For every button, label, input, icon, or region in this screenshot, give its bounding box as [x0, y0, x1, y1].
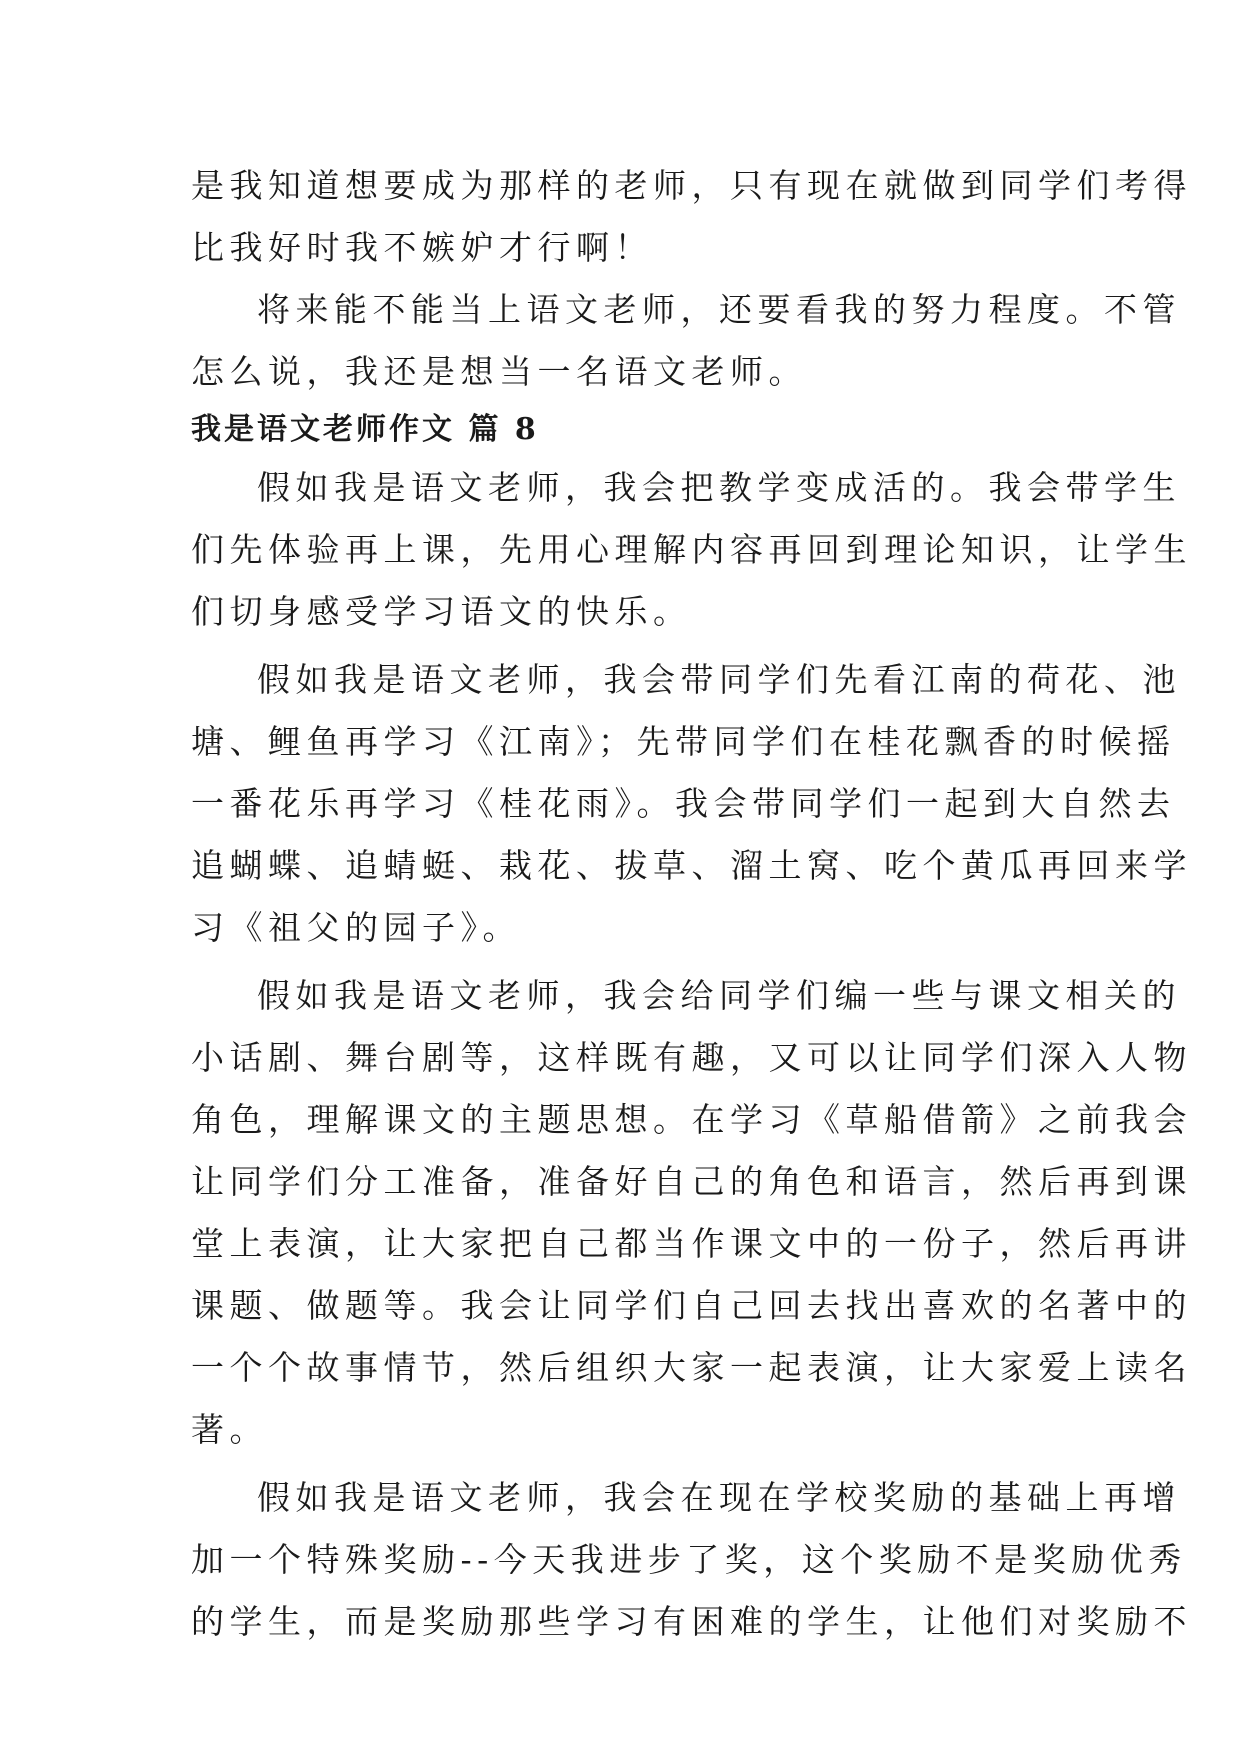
text-line: 堂上表演，让大家把自己都当作课文中的一份子，然后再讲 [191, 1224, 1192, 1263]
text-line: 塘、鲤鱼再学习《江南》；先带同学们在桂花飘香的时候摇 [191, 722, 1176, 761]
text-line: 让同学们分工准备，准备好自己的角色和语言，然后再到课 [191, 1162, 1192, 1201]
text-line: 习《祖父的园子》。 [191, 908, 521, 947]
text-line: 追蝴蝶、追蜻蜓、栽花、拔草、溜土窝、吃个黄瓜再回来学 [191, 846, 1192, 885]
text-line: 比我好时我不嫉妒才行啊！ [191, 228, 653, 267]
paragraph [191, 649, 1192, 959]
text-line: 假如我是语文老师，我会给同学们编一些与课文相关的 [257, 976, 1181, 1015]
text-line: 假如我是语文老师，我会带同学们先看江南的荷花、池 [257, 660, 1181, 699]
paragraph [191, 155, 1192, 279]
text-line: 小话剧、舞台剧等，这样既有趣，又可以让同学们深入人物 [191, 1038, 1192, 1077]
text-line: 一个个故事情节，然后组织大家一起表演，让大家爱上读名 [191, 1348, 1192, 1387]
text-line: 课题、做题等。我会让同学们自己回去找出喜欢的名著中的 [191, 1286, 1192, 1325]
text-line: 一番花乐再学习《桂花雨》。我会带同学们一起到大自然去 [191, 784, 1176, 823]
text-line: 假如我是语文老师，我会在现在学校奖励的基础上再增 [257, 1478, 1181, 1517]
paragraph [191, 457, 1192, 643]
text-line: 假如我是语文老师，我会把教学变成活的。我会带学生 [257, 468, 1181, 507]
text-line: 著。 [191, 1410, 268, 1449]
text-line: 是我知道想要成为那样的老师，只有现在就做到同学们考得 [191, 166, 1192, 205]
text-line: 将来能不能当上语文老师，还要看我的努力程度。不管 [257, 290, 1181, 329]
text-line: 们先体验再上课，先用心理解内容再回到理论知识，让学生 [191, 530, 1192, 569]
paragraph [191, 965, 1192, 1461]
section-heading: 我是语文老师作文 篇 8 [191, 412, 539, 447]
paragraph [191, 279, 1181, 403]
paragraph [191, 1467, 1192, 1653]
text-line: 们切身感受学习语文的快乐。 [191, 592, 692, 631]
text-line: 的学生，而是奖励那些学习有困难的学生，让他们对奖励不 [191, 1602, 1192, 1641]
text-line: 加一个特殊奖励--今天我进步了奖，这个奖励不是奖励优秀 [191, 1540, 1187, 1579]
document-page [191, 155, 1192, 1653]
text-line: 怎么说，我还是想当一名语文老师。 [191, 352, 807, 391]
text-line: 角色，理解课文的主题思想。在学习《草船借箭》之前我会 [191, 1100, 1192, 1139]
